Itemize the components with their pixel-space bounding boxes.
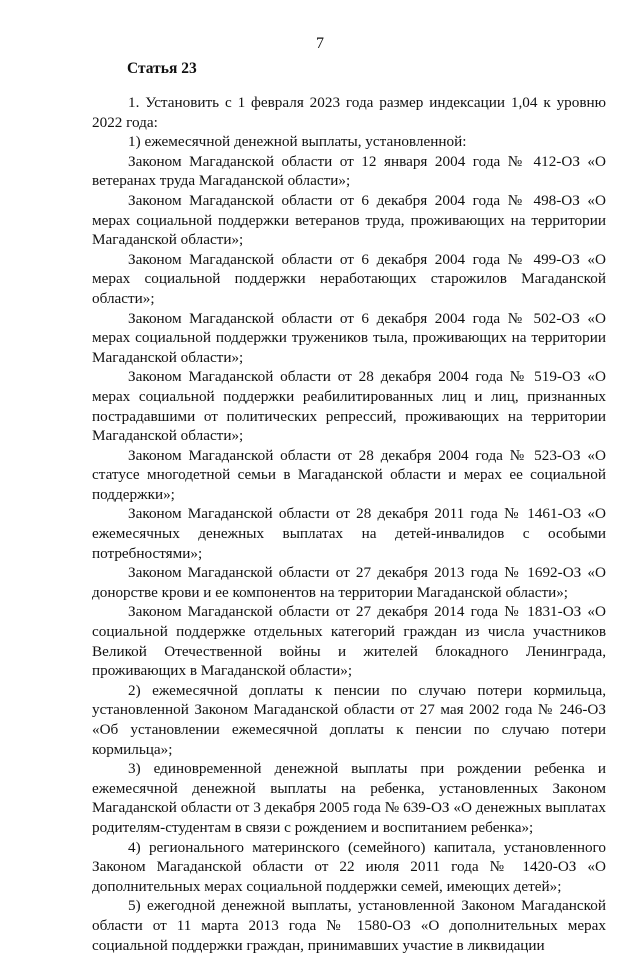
law-reference-1831: Законом Магаданской области от 27 декабря 2014 года № 1831-ОЗ «О социальной поддержке отдельных категорий граждан из числа участников Великой Отечественной войны и жителей блокадного Ленинграда, проживающих в Магаданской области»; xyxy=(92,603,606,680)
paragraph-subitem-5: 5) ежегодной денежной выплаты, установленной Законом Магаданской области от 11 марта 2013 года № 1580-ОЗ «О дополнительных мерах социальной поддержки граждан, принимавших участие в ликвидации xyxy=(92,897,606,954)
law-reference-523: Законом Магаданской области от 28 декабря 2004 года № 523-ОЗ «О статусе многодетной семьи в Магаданской области и мерах ее социальной поддержки»; xyxy=(92,446,606,503)
paragraph-item-1: 1. Установить с 1 февраля 2023 года размер индексации 1,04 к уровню 2022 года: xyxy=(92,94,606,131)
paragraph-subitem-3: 3) единовременной денежной выплаты при рождении ребенка и ежемесячной денежной выплаты на ребенка, установленных Законом Магаданской области от 3 декабря 2005 года № 639-ОЗ «О денежных выплатах родителям-студентам в связи с рождением и воспитанием ребенка»; xyxy=(92,760,606,836)
law-reference-412: Законом Магаданской области от 12 января 2004 года № 412-ОЗ «О ветеранах труда Магаданской области»; xyxy=(92,152,606,190)
page-number: 7 xyxy=(316,35,324,52)
law-reference-498: Законом Магаданской области от 6 декабря 2004 года № 498-ОЗ «О мерах социальной поддержки ветеранов труда, проживающих на территории Магаданской области»; xyxy=(92,191,606,249)
law-reference-519: Законом Магаданской области от 28 декабря 2004 года № 519-ОЗ «О мерах социальной поддержки реабилитированных лиц и лиц, признанных пострадавшими от политических репрессий, проживающих на территории Магаданской области»; xyxy=(92,368,606,445)
law-reference-1461: Законом Магаданской области от 28 декабря 2011 года № 1461-ОЗ «О ежемесячных денежных выплатах на детей-инвалидов с особыми потребностями»; xyxy=(92,505,606,562)
article-title: Статья 23 xyxy=(127,60,197,77)
paragraph-subitem-2: 2) ежемесячной доплаты к пенсии по случаю потери кормильца, установленной Законом Магаданской области от 27 мая 2002 года № 246-ОЗ «Об установлении ежемесячной доплаты к пенсии по случаю потери кормильца»; xyxy=(92,681,606,758)
law-reference-502: Законом Магаданской области от 6 декабря 2004 года № 502-ОЗ «О мерах социальной поддержки тружеников тыла, проживающих на территории Магаданской области»; xyxy=(92,309,606,366)
article-body xyxy=(92,93,606,955)
law-reference-499: Законом Магаданской области от 6 декабря 2004 года № 499-ОЗ «О мерах социальной поддержки неработающих старожилов Магаданской области»; xyxy=(92,250,606,307)
paragraph-subitem-4: 4) регионального материнского (семейного) капитала, установленного Законом Магаданской области от 22 июля 2011 года № 1420-ОЗ «О дополнительных мерах социальной поддержки семей, имеющих детей»; xyxy=(92,838,606,895)
paragraph-subitem-1: 1) ежемесячной денежной выплаты, установленной: xyxy=(128,133,467,151)
law-reference-1692: Законом Магаданской области от 27 декабря 2013 года № 1692-ОЗ «О донорстве крови и ее компонентов на территории Магаданской области»; xyxy=(92,564,606,601)
